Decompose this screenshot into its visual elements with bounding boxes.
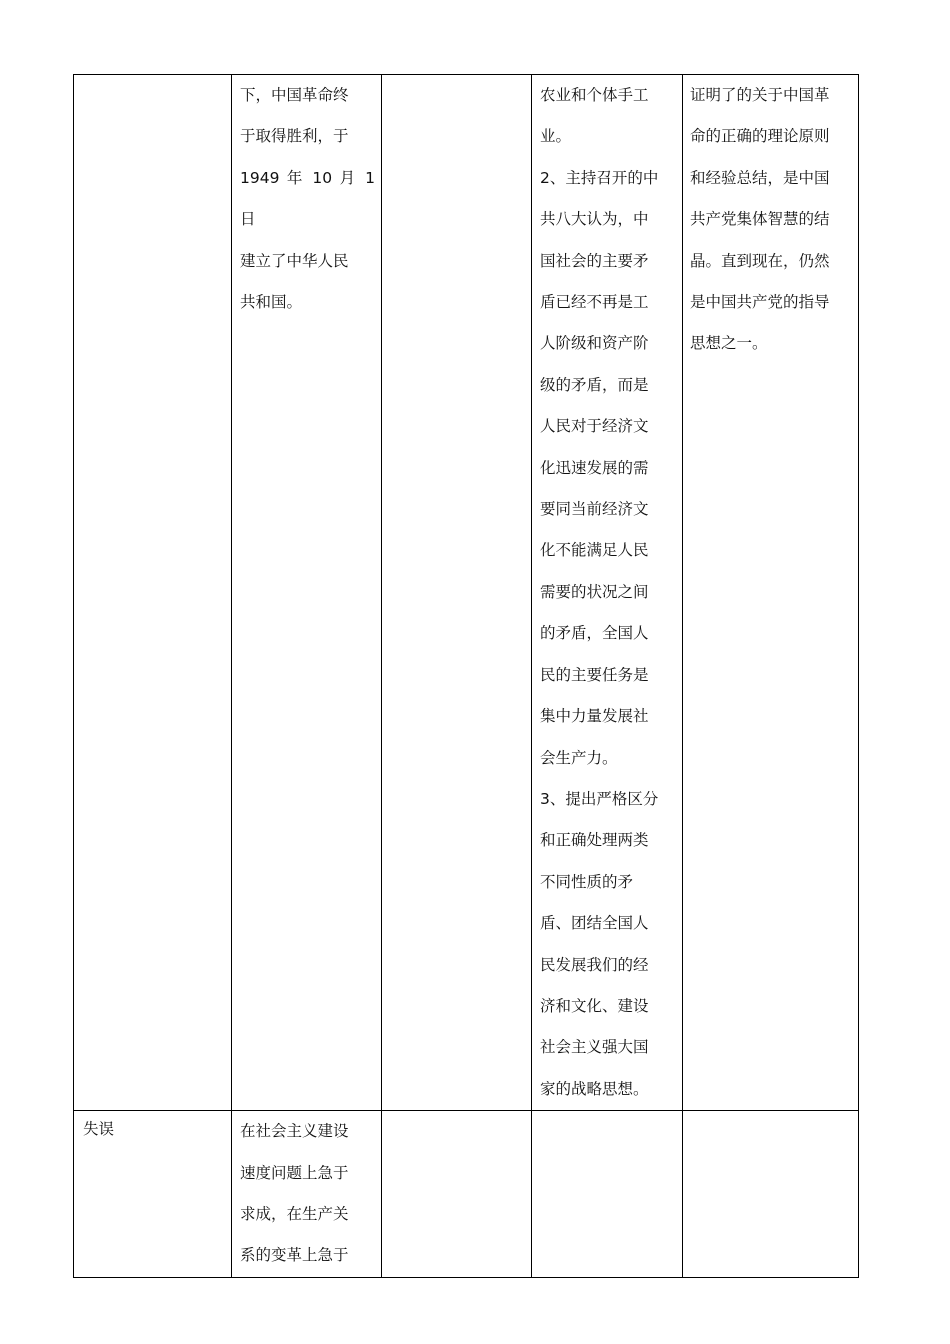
text-line: 建立了中华人民 [240,251,349,270]
text-line: 系的变革上急于 [240,1246,349,1265]
table-cell-mistakes [232,1111,382,1278]
table-cell-empty [683,1111,859,1278]
text-line: 下，中国革命终 [240,86,349,104]
cell-text [232,1111,381,1277]
text-line: 思想之一。 [690,334,768,353]
text-line: 共八大认为，中 [540,210,649,229]
text-line: 晶。直到现在，仍然 [690,251,830,270]
table-cell-empty [382,75,532,1111]
row-label-mistakes [74,1111,232,1278]
text-line: 济和文化、建设 [540,996,649,1015]
text-line: 国社会的主要矛 [540,251,649,270]
text-line: 求成，在生产关 [240,1204,349,1223]
text-line: 集中力量发展社 [540,707,649,726]
text-line: 速度问题上急于 [240,1163,349,1182]
text-line: 化不能满足人民 [540,541,649,560]
text-line: 会生产力。 [540,748,618,767]
text-line: 农业和个体手工 [540,86,649,104]
text-line: 在社会主义建设 [240,1122,349,1141]
text-line: 1949 年 10 月 1 日 [240,168,375,229]
text-line: 命的正确的理论原则 [690,127,830,146]
text-line: 和正确处理两类 [540,831,649,850]
text-line: 是中国共产党的指导 [690,293,830,312]
text-line: 3、提出严格区分 [540,789,659,808]
table-cell-contributions [532,75,683,1111]
table-cell-empty [382,1111,532,1278]
text-line: 盾已经不再是工 [540,293,649,312]
text-line: 需要的状况之间 [540,582,649,601]
text-line: 家的战略思想。 [540,1079,649,1098]
history-table [73,74,859,1278]
text-line: 社会主义强大国 [540,1038,649,1057]
text-line: 共产党集体智慧的结 [690,210,830,229]
cell-text [532,75,682,1110]
table-cell-evaluation [683,75,859,1111]
table-row [74,75,859,1111]
text-line: 和经验总结，是中国 [690,168,830,187]
text-line: 的矛盾，全国人 [540,624,649,643]
table-row [74,1111,859,1278]
text-line: 业。 [540,127,572,146]
text-line: 2、主持召开的中 [540,168,659,187]
text-line: 民发展我们的经 [540,955,649,974]
text-line: 不同性质的矛 [540,872,634,891]
text-line: 化迅速发展的需 [540,458,649,477]
text-line: 共和国。 [240,293,303,312]
text-line: 要同当前经济文 [540,500,649,519]
text-line: 人阶级和资产阶 [540,334,649,353]
text-line: 人民对于经济文 [540,417,649,436]
table-cell-empty [74,75,232,1111]
text-line: 盾、团结全国人 [540,914,649,933]
text-line: 证明了的关于中国革 [690,86,830,104]
cell-text [232,75,381,323]
cell-label: 失误 [83,1120,115,1139]
cell-text [683,75,858,365]
table-cell-course [232,75,382,1111]
text-line: 于取得胜利，于 [240,127,349,146]
table-cell-empty [532,1111,683,1278]
text-line: 民的主要任务是 [540,665,649,684]
text-line: 级的矛盾，而是 [540,375,649,394]
